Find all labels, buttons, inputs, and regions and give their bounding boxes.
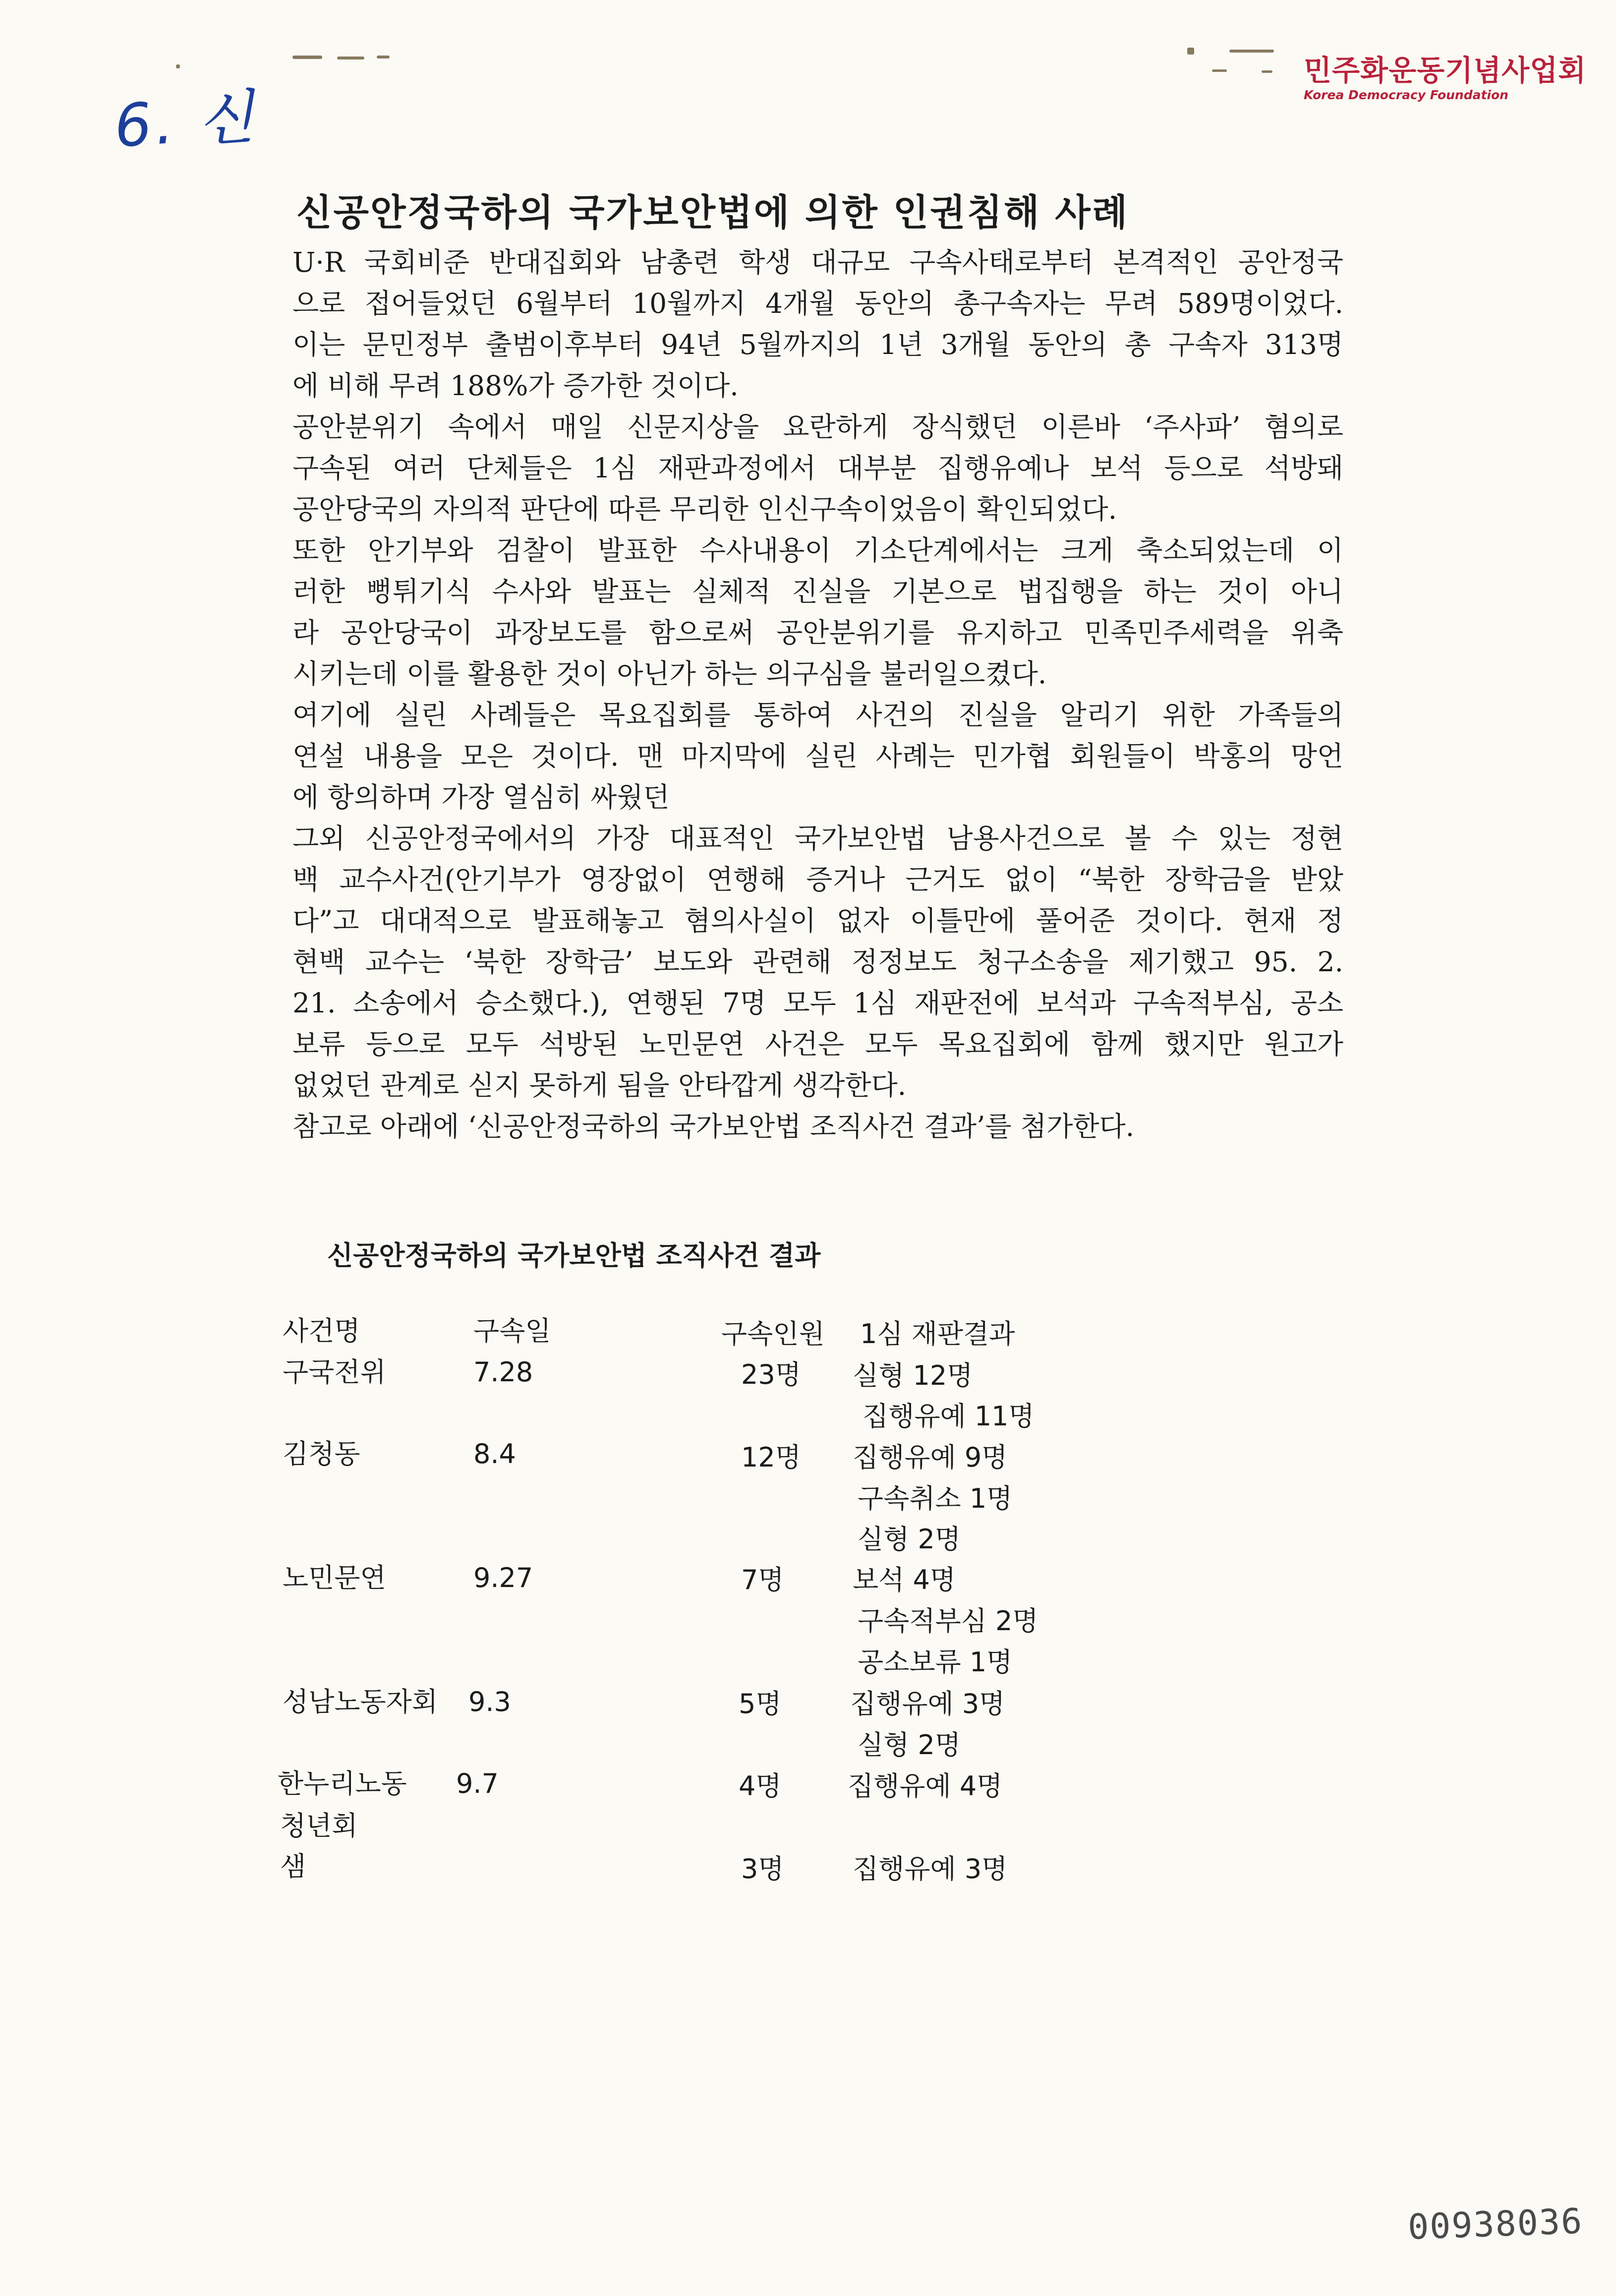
scan-speck	[337, 57, 364, 59]
table-row-date: 7.28	[473, 1356, 533, 1388]
body-line: 또한 안기부와 검찰이 발표한 수사내용이 기소단계에서는 크게 축소되었는데 이	[292, 534, 1343, 566]
table-row-result: 집행유예 4명	[848, 1770, 1003, 1802]
table-row-result: 공소보류 1명	[858, 1647, 1013, 1678]
body-line: 러한 뻥튀기식 수사와 발표는 실체적 진실을 기본으로 법집행을 하는 것이 아니	[292, 576, 1343, 607]
body-line: 이는 문민정부 출범이후부터 94년 5월까지의 1년 3개월 동안의 총 구속자 313명	[292, 329, 1343, 360]
table-row-result: 보석 4명	[853, 1564, 956, 1595]
document-number: 00938036	[1407, 2200, 1584, 2248]
scan-speck	[292, 56, 322, 59]
logo-korean-text: 민주화운동기념사업회	[1304, 54, 1587, 87]
body-line: 구속된 여러 단체들은 1심 재판과정에서 대부분 집행유예나 보석 등으로 석방돼	[292, 452, 1343, 484]
table-row-date: 9.3	[468, 1686, 511, 1717]
table-row-date: 8.4	[473, 1438, 516, 1470]
table-row-count: 4명	[739, 1770, 782, 1802]
body-line: 백 교수사건(안기부가 영장없이 연행해 증거나 근거도 없이 “북한 장학금을 받았	[292, 864, 1343, 895]
body-line: 여기에 실린 사례들은 목요집회를 통하여 사건의 진실을 알리기 위한 가족들의	[292, 699, 1343, 731]
body-line: 없었던 관계로 싣지 못하게 됨을 안타깝게 생각한다.	[292, 1069, 907, 1101]
table-header-count: 구속인원	[721, 1318, 825, 1350]
table-header-date: 구속일	[473, 1315, 551, 1347]
table-row-count: 7명	[741, 1564, 784, 1595]
table-row-name: 구국전위	[283, 1356, 386, 1388]
body-line: 21. 소송에서 승소했다.), 연행된 7명 모두 1심 재판전에 보석과 구속적부심, 공소	[292, 987, 1343, 1019]
body-line: 현백 교수는 ‘북한 장학금’ 보도와 관련해 정정보도 청구소송을 제기했고 95. 2.	[292, 946, 1343, 978]
body-line: 공안당국의 자의적 판단에 따른 무리한 인신구속이었음이 확인되었다.	[292, 493, 1117, 525]
table-row-date: 9.7	[456, 1768, 499, 1799]
scan-speck	[1212, 69, 1227, 72]
scan-speck	[176, 64, 180, 68]
table-row-result: 구속취소 1명	[858, 1483, 1013, 1514]
body-line: 참고로 아래에 ‘신공안정국하의 국가보안법 조직사건 결과’를 첨가한다.	[292, 1111, 1135, 1142]
table-row-date: 9.27	[473, 1562, 533, 1593]
table-row-result: 실형 2명	[858, 1524, 961, 1555]
table-row-result: 실형 12명	[853, 1360, 973, 1391]
body-line: 시키는데 이를 활용한 것이 아닌가 하는 의구심을 불러일으켰다.	[292, 658, 1047, 690]
table-row-name: 샘	[280, 1851, 306, 1882]
table-title: 신공안정국하의 국가보안법 조직사건 결과	[327, 1240, 821, 1271]
foundation-logo	[1304, 54, 1587, 103]
table-row-result: 집행유예 9명	[853, 1442, 1008, 1473]
scan-speck	[1262, 70, 1272, 73]
body-line: 연설 내용을 모은 것이다. 맨 마지막에 실린 사례는 민가협 회원들이 박홍의 망언	[292, 740, 1343, 772]
body-text	[292, 242, 1343, 1147]
body-line: 에 비해 무려 188%가 증가한 것이다.	[292, 370, 739, 402]
table-row-count: 23명	[741, 1359, 801, 1390]
table-row-name: 청년회	[280, 1810, 358, 1841]
table-row-name: 성남노동자회	[283, 1686, 438, 1717]
body-line: 공안분위기 속에서 매일 신문지상을 요란하게 장식했던 이른바 ‘주사파’ 혐의로	[292, 411, 1343, 443]
table-row-count: 3명	[741, 1853, 784, 1884]
body-line: 그외 신공안정국에서의 가장 대표적인 국가보안법 남용사건으로 볼 수 있는 정현	[292, 823, 1343, 854]
scan-speck	[1229, 50, 1274, 53]
scan-speck	[377, 56, 390, 59]
table-row-result: 구속적부심 2명	[858, 1605, 1039, 1637]
body-line: 보류 등으로 모두 석방된 노민문연 사건은 모두 목요집회에 함께 했지만 원고가	[292, 1028, 1343, 1060]
table-header-name: 사건명	[283, 1315, 360, 1347]
document-title: 신공안정국하의 국가보안법에 의한 인권침해 사례	[296, 191, 1129, 234]
table-row-result: 집행유예 3명	[850, 1688, 1005, 1719]
table-row-result: 실형 2명	[858, 1729, 961, 1761]
table-row-result: 집행유예 11명	[863, 1401, 1035, 1432]
handwritten-mark: 6. 신	[112, 82, 260, 161]
body-line: 에 항의하며 가장 열심히 싸웠던	[292, 781, 670, 813]
table-row-name: 노민문연	[283, 1562, 386, 1593]
body-line: 다”고 대대적으로 발표해놓고 혐의사실이 없자 이틀만에 풀어준 것이다. 현재 정	[292, 905, 1343, 937]
table-header-result: 1심 재판결과	[860, 1318, 1015, 1350]
table-row-name: 한누리노동	[278, 1768, 407, 1799]
body-line: 으로 접어들었던 6월부터 10월까지 4개월 동안의 총구속자는 무려 589명이었다.	[292, 288, 1343, 319]
table-row-count: 5명	[739, 1688, 782, 1719]
body-line: U·R 국회비준 반대집회와 남총련 학생 대규모 구속사태로부터 본격적인 공안정국	[292, 246, 1343, 278]
scan-speck	[1187, 48, 1194, 55]
body-line: 라 공안당국이 과장보도를 함으로써 공안분위기를 유지하고 민족민주세력을 위축	[292, 617, 1343, 648]
table-row-result: 집행유예 3명	[853, 1853, 1008, 1884]
table-row-count: 12명	[741, 1442, 801, 1473]
table-row-name: 김청동	[283, 1438, 360, 1470]
logo-english-text: Korea Democracy Foundation	[1304, 88, 1508, 102]
